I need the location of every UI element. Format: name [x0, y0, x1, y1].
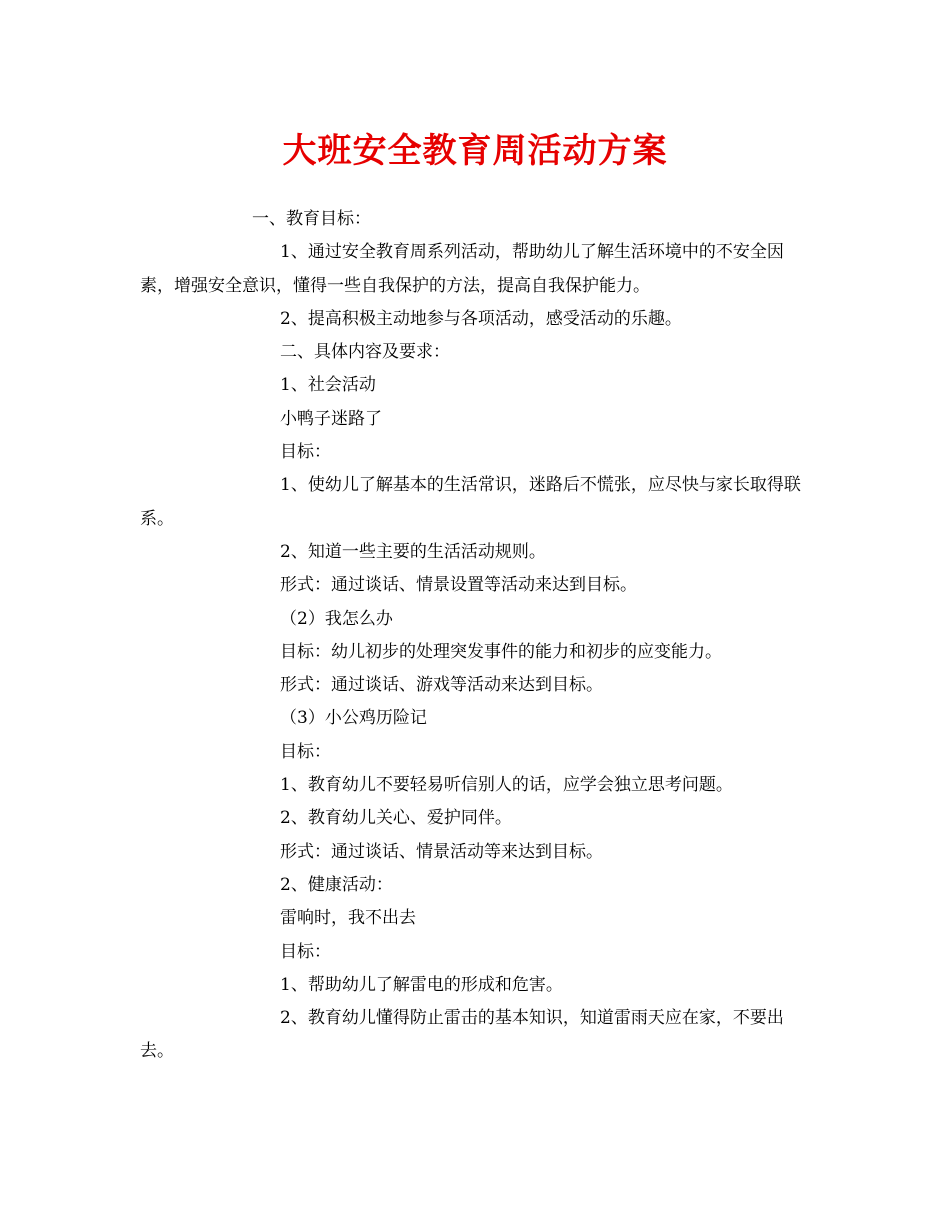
paragraph: 1、社会活动: [280, 375, 376, 396]
paragraph: 目标：: [280, 941, 331, 962]
paragraph: 1、使幼儿了解基本的生活常识，迷路后不慌张，应尽快与家长取得联系。: [140, 475, 801, 529]
section-heading: 一、教育目标：: [252, 209, 371, 229]
paragraph: 形式：通过谈话、情景设置等活动来达到目标。: [280, 575, 637, 596]
paragraph: 形式：通过谈话、游戏等活动来达到目标。: [280, 675, 603, 696]
section-heading: 二、具体内容及要求：: [280, 342, 450, 363]
paragraph: 目标：: [280, 442, 331, 463]
paragraph: 2、教育幼儿懂得防止雷击的基本知识，知道雷雨天应在家，不要出去。: [140, 1008, 784, 1062]
paragraph: 形式：通过谈话、情景活动等来达到目标。: [280, 841, 603, 862]
document-title: 大班安全教育周活动方案: [282, 131, 668, 171]
paragraph: 1、帮助幼儿了解雷电的形成和危害。: [280, 974, 563, 995]
paragraph: 2、健康活动：: [280, 874, 393, 895]
paragraph: 2、教育幼儿关心、爱护同伴。: [280, 808, 512, 829]
paragraph: （3）小公鸡历险记: [280, 708, 427, 729]
document-body: [140, 203, 816, 1069]
paragraph: 雷响时，我不出去: [280, 908, 416, 929]
paragraph: 小鸭子迷路了: [280, 408, 382, 429]
paragraph: 目标：幼儿初步的处理突发事件的能力和初步的应变能力。: [280, 641, 722, 662]
paragraph: 1、教育幼儿不要轻易听信别人的话，应学会独立思考问题。: [280, 775, 733, 796]
paragraph: 1、通过安全教育周系列活动，帮助幼儿了解生活环境中的不安全因素，增强安全意识，懂得一些自我保护的方法，提高自我保护能力。: [140, 242, 784, 296]
paragraph: 2、提高积极主动地参与各项活动，感受活动的乐趣。: [280, 308, 682, 329]
paragraph: 2、知道一些主要的生活活动规则。: [280, 541, 546, 562]
paragraph: 目标：: [280, 741, 331, 762]
paragraph: （2）我怎么办: [280, 608, 393, 629]
